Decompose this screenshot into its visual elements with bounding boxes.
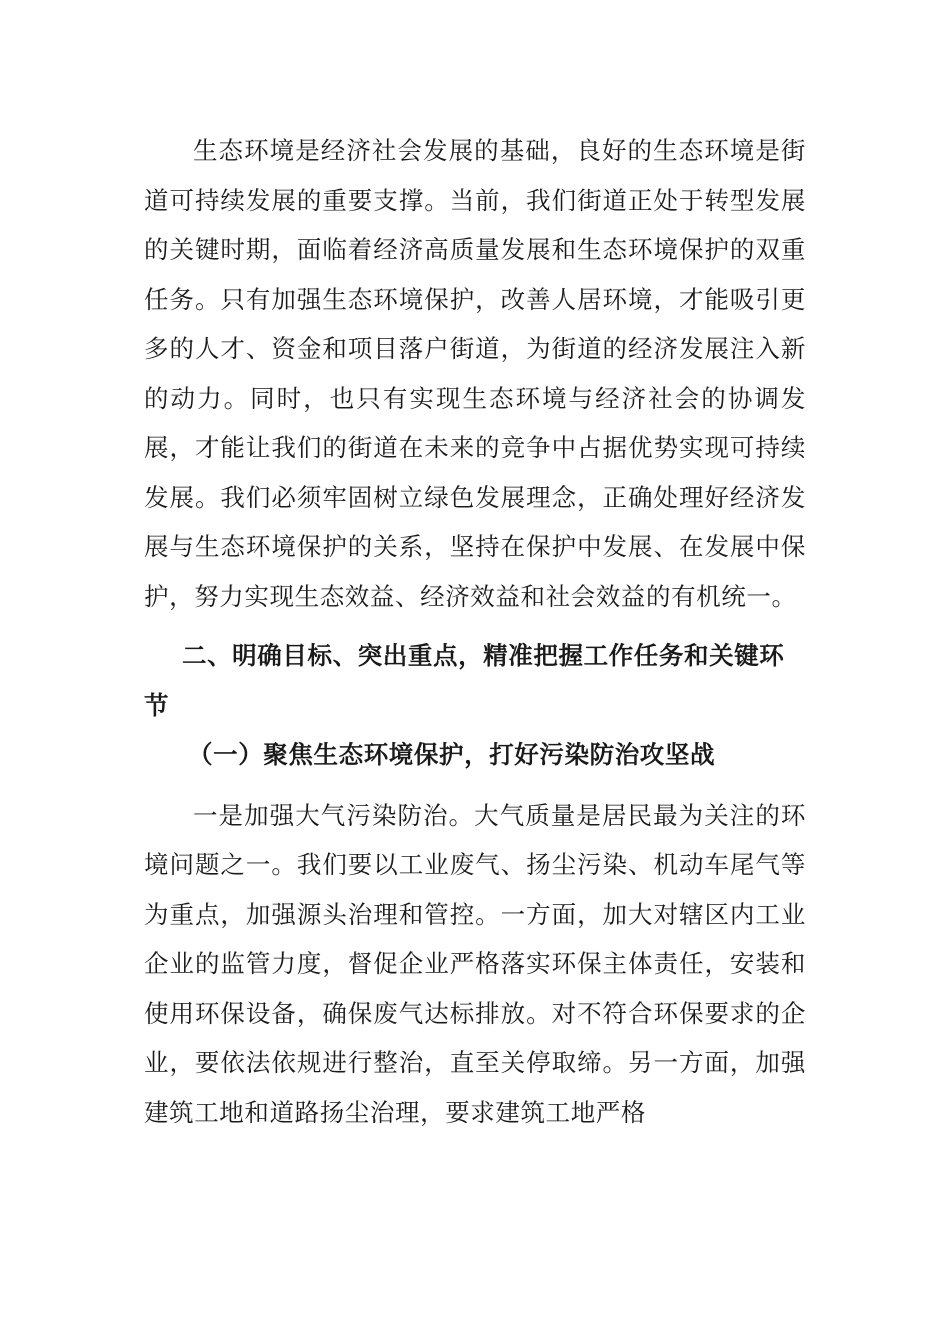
subsection-heading: （一）聚焦生态环境保护，打好污染防治攻坚战 bbox=[188, 740, 716, 769]
body-paragraph: 生态环境是经济社会发展的基础，良好的生态环境是街道可持续发展的重要支撑。当前，我们街道正处于转型发展的关键时期，面临着经济高质量发展和生态环境保护的双重任务。只有加强生态环境保护，改善人居环境，才能吸引更多的人才、资金和项目落户街道，为街道的经济发展注入新的动力。同时，也只有实现生态环境与经济社会的协调发展，才能让我们的街道在未来的竞争中占据优势实现可持续发展。我们必须牢固树立绿色发展理念，正确处理好经济发展与生态环境保护的关系，坚持在保护中发展、在发展中保护，努力实现生态效益、经济效益和社会效益的有机统一。 bbox=[144, 136, 806, 611]
section-heading: 二、明确目标、突出重点，精准把握工作任务和关键环节 bbox=[144, 641, 785, 720]
body-paragraph: 一是加强大气污染防治。大气质量是居民最为关注的环境问题之一。我们要以工业废气、扬尘污染、机动车尾气等为重点，加强源头治理和管控。一方面，加大对辖区内工业企业的监管力度，督促企业严格落实环保主体责任，安装和使用环保设备，确保废气达标排放。对不符合环保要求的企业，要依法依规进行整治，直至关停取缔。另一方面，加强建筑工地和道路扬尘治理，要求建筑工地严格 bbox=[144, 800, 806, 1127]
document-body bbox=[144, 126, 806, 1137]
